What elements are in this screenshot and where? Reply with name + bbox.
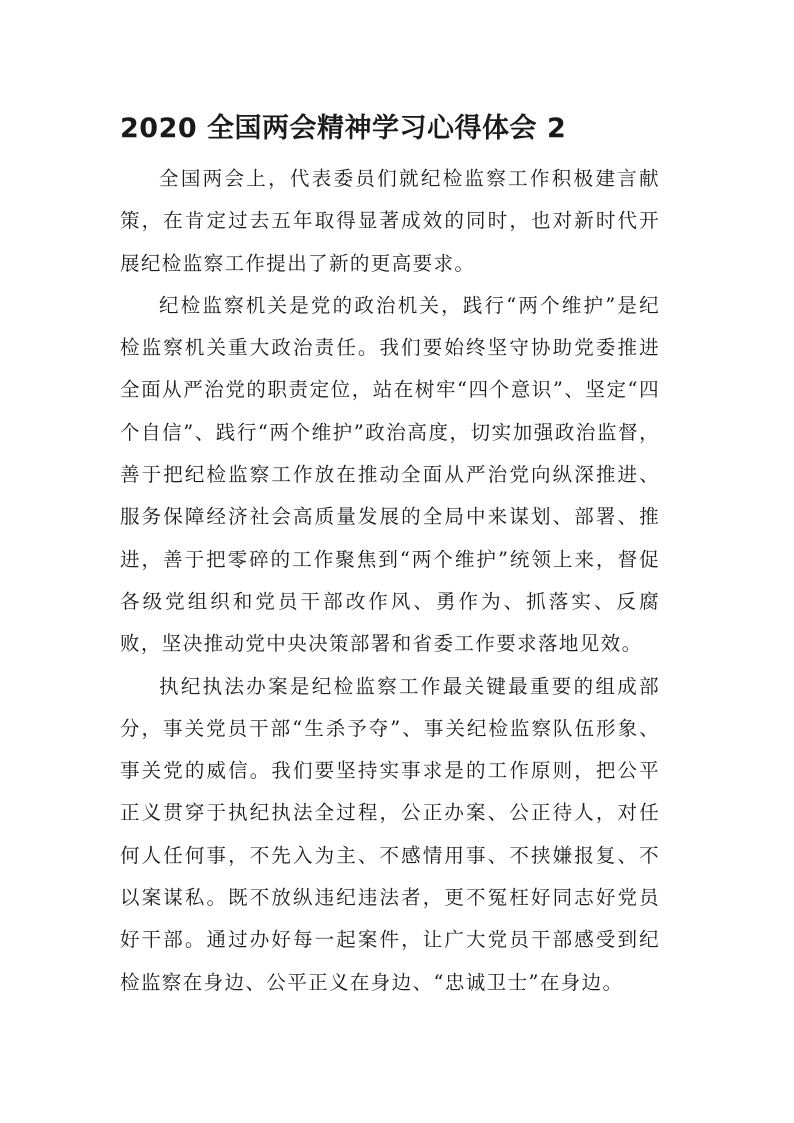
paragraph-2: 纪检监察机关是党的政治机关，践行“两个维护”是纪检监察机关重大政治责任。我们要始终坚守协助党委推进全面从严治党的职责定位，站在树牢“四个意识”、坚定“四个自信”、践行“两个维护”政治高度，切实加强政治监督，善于把纪检监察工作放在推动全面从严治党向纵深推进、服务保障经济社会高质量发展的全局中来谋划、部署、推进，善于把零碎的工作聚焦到“两个维护”统领上来，督促各级党组织和党员干部改作风、勇作为、抓落实、反腐败，坚决推动党中央决策部署和省委工作要求落地见效。 [120,293,660,656]
paragraph-3: 执纪执法办案是纪检监察工作最关键最重要的组成部分，事关党员干部“生杀予夺”、事关纪检监察队伍形象、事关党的威信。我们要坚持实事求是的工作原则，把公平正义贯穿于执纪执法全过程，公正办案、公正待人，对任何人任何事，不先入为主、不感情用事、不挟嫌报复、不以案谋私。既不放纵违纪违法者，更不冤枉好同志好党员好干部。通过办好每一起案件，让广大党员干部感受到纪检监察在身边、公平正义在身边、“忠诚卫士”在身边。 [120,674,660,994]
document-body [120,158,660,1004]
document-title: 2020 全国两会精神学习心得体会 2 [120,113,567,144]
paragraph-1: 全国两会上，代表委员们就纪检监察工作积极建言献策，在肯定过去五年取得显著成效的同时，也对新时代开展纪检监察工作提出了新的更高要求。 [120,167,660,275]
